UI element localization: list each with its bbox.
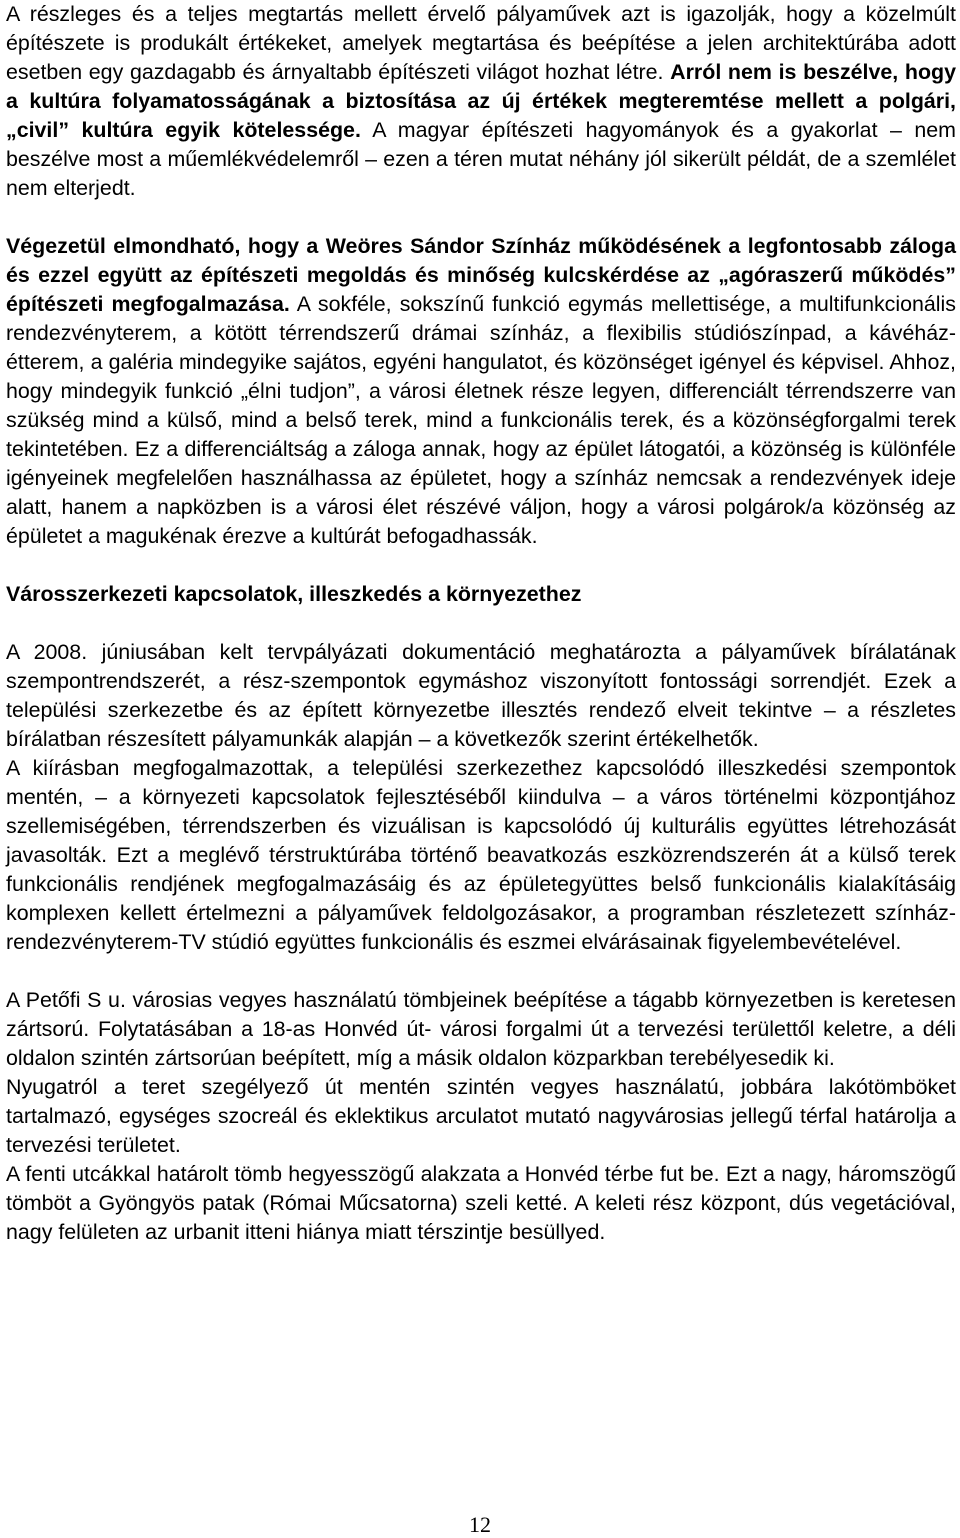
- paragraph-2-bold-text: Végezetül elmondható, hogy a Weöres Sándor Színház működésének a legfontosabb záloga és ezzel együtt az építészeti megoldás és minőség kulcskérdése az „agóraszerű működés” építészeti megfogalmazása.: [6, 234, 956, 316]
- paragraph-2-text: A sokféle, sokszínű funkció egymás mellettisége, a multifunkcionális rendezvényterem, a kötött térrendszerű drámai színház, a flexibilis stúdiószínpad, a kávéház-étterem, a galéria mindegyike sajátos, egyéni hangulatot, és közönséget igényel és képvisel. Ahhoz, hogy mindegyik funkció „élni tudjon”, a városi életnek része legyen, differenciált térrendszerre van szükség mind a külső, mind a belső terek, mind a funkcionális terek, és a közönségforgalmi terek tekintetében. Ez a differenciáltság a záloga annak, hogy az épület látogatói, a közönség is különféle igényeinek megfelelően használhassa az épületet, hogy a színház nemcsak a rendezvények ideje alatt, hanem a napközben is a városi élet részévé váljon, hogy a városi polgárok/a közönség az épületet a magukénak érezve a kultúrát befogadhassák.: [6, 292, 956, 548]
- paragraph-5: A Petőfi S u. városias vegyes használatú tömbjeinek beépítése a tágabb környezetben is keretesen zártsorú. Folytatásában a 18-as Honvéd út- városi forgalmi út a tervezési területtől keletre, a déli oldalon szintén zártsorúan beépített, míg a másik oldalon közparkban terebélyesedik ki.: [6, 988, 956, 1070]
- paragraph-1-text-b: A magyar építészeti hagyományok és a gyakorlat – nem beszélve most a műemlékvédelemről – ezen a téren mutat néhány jól sikerült példát, de a szemlélet nem elterjedt.: [6, 118, 956, 200]
- paragraph-2: [6, 232, 956, 551]
- paragraph-1-bold-text: Arról nem is beszélve, hogy a kultúra folyamatosságának a biztosítása az új értékek megteremtése mellett a polgári, „civil” kultúra egyik kötelessége.: [6, 60, 956, 142]
- spacer: [6, 551, 956, 580]
- paragraph-6: Nyugatról a teret szegélyező út mentén szintén vegyes használatú, jobbára lakótömböket tartalmazó, egységes szocreál és eklektikus arculatot mutató nagyvárosias jellegű térfal határolja a tervezési területet.: [6, 1075, 956, 1157]
- paragraph-1-text-a: A részleges és a teljes megtartás mellett érvelő pályaművek azt is igazolják, hogy a közelmúlt építészete is produkált értékeket, amelyek megtartása és beépítése a jelen architektúrába adott esetben egy gazdagabb és árnyaltabb építészeti világot hozhat létre.: [6, 2, 956, 84]
- paragraph-4: A kiírásban megfogalmazottak, a települési szerkezethez kapcsolódó illeszkedési szempontok mentén, – a környezeti kapcsolatok fejlesztéséből kiindulva – a város történelmi központjához szellemiségében, térrendszerben és vizuálisan is kapcsolódó új kulturális együttes létrehozását javasolták. Ezt a meglévő térstruktúrába történő beavatkozás eszközrendszerén át a külső terek funkcionális rendjének megfogalmazásáig és az épületegyüttes belső funkcionális kialakításáig komplexen kellett értelmezni a pályaművek feldolgozásakor, a programban részletezett színház-rendezvényterem-TV stúdió együttes funkcionális és eszmei elvárásainak figyelembevételével.: [6, 756, 956, 954]
- spacer: [6, 203, 956, 232]
- spacer: [6, 957, 956, 986]
- section-heading: Városszerkezeti kapcsolatok, illeszkedés a környezethez: [6, 582, 582, 606]
- document-page: [6, 0, 956, 1247]
- spacer: [6, 609, 956, 638]
- paragraph-1: [6, 0, 956, 203]
- paragraph-7: A fenti utcákkal határolt tömb hegyesszögű alakzata a Honvéd térbe fut be. Ezt a nagy, háromszögű tömböt a Gyöngyös patak (Római Műcsatorna) szeli ketté. A keleti rész központ, dús vegetációval, nagy felületen az urbanit itteni hiánya miatt térszintje besüllyed.: [6, 1162, 956, 1244]
- paragraph-3: A 2008. júniusában kelt tervpályázati dokumentáció meghatározta a pályaművek bírálatának szempontrendszerét, a rész-szempontok egymáshoz viszonyított fontossági sorrendjét. Ezek a települési szerkezetbe és az épített környezetbe illesztés rendező elveit tekintve – a részletes bírálatban részesített pályamunkák alapján – a következők szerint értékelhetők.: [6, 640, 956, 751]
- page-number: 12: [469, 1512, 491, 1537]
